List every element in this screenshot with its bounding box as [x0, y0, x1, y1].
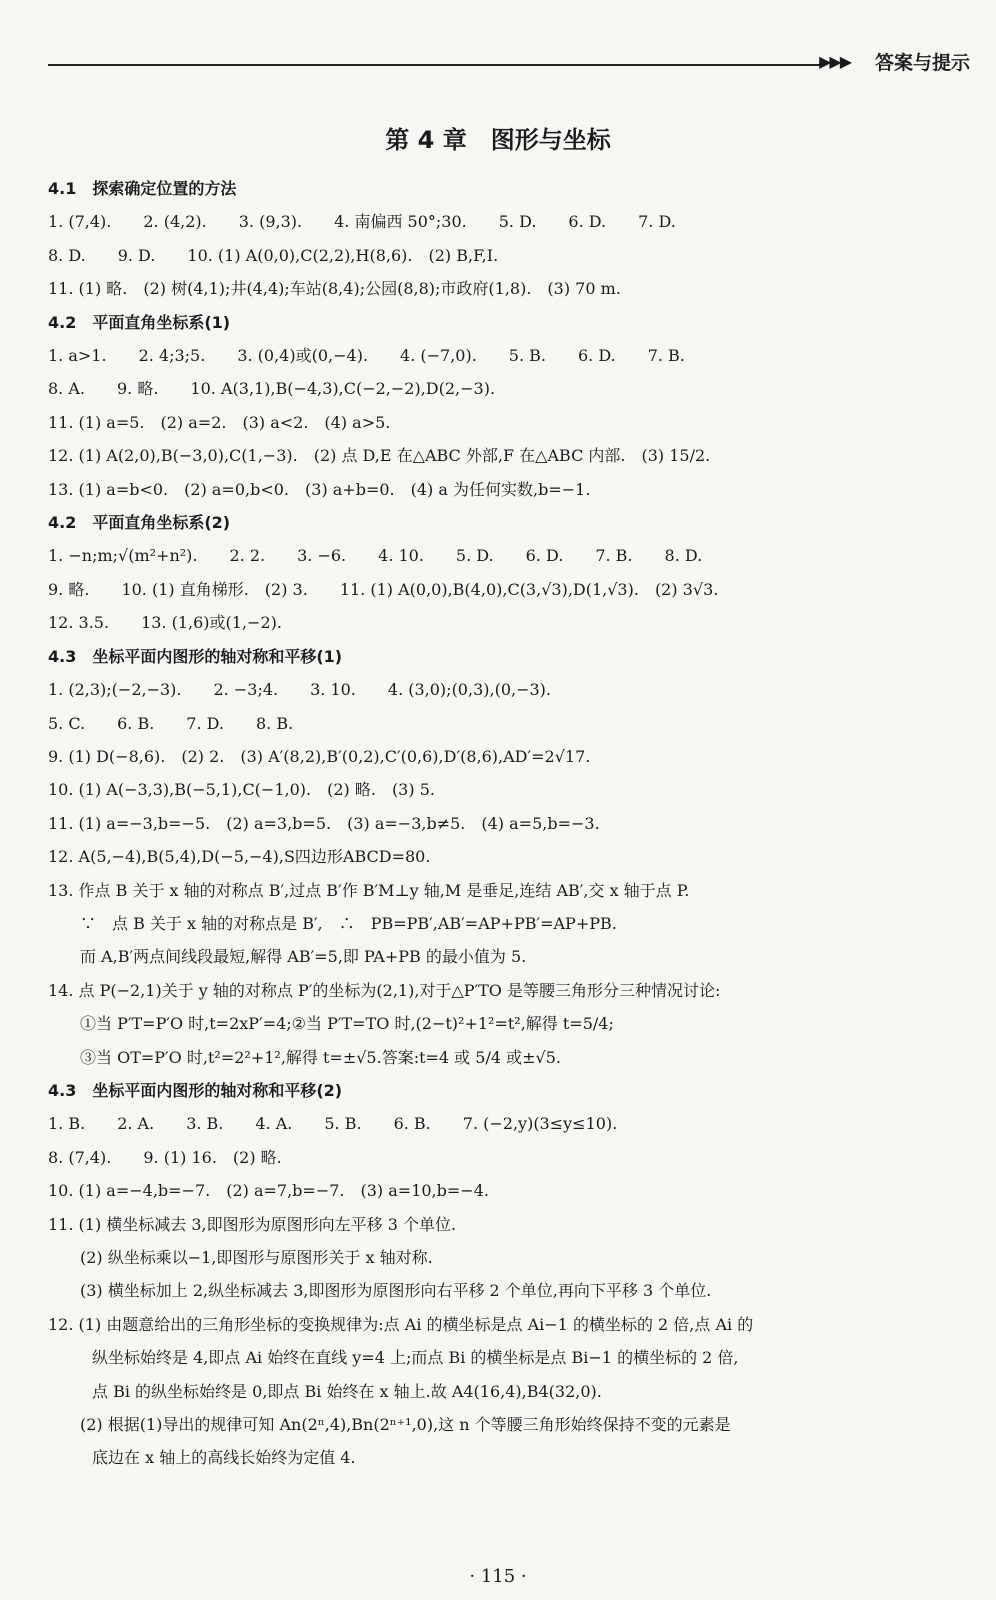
answer-line: 1. a>1. 2. 4;3;5. 3. (0,4)或(0,−4). 4. (−7,0). 5. B. 6. D. 7. B.: [48, 346, 685, 366]
section-title: 4.3 坐标平面内图形的轴对称和平移(2): [48, 1080, 343, 1100]
answer-line: 8. A. 9. 略. 10. A(3,1),B(−4,3),C(−2,−2),D(2,−3).: [48, 379, 496, 399]
arrow-icons: ▶▶▶: [819, 52, 850, 71]
answer-line: 8. D. 9. D. 10. (1) A(0,0),C(2,2),H(8,6). (2) B,F,I.: [48, 245, 499, 265]
answer-content: [48, 172, 970, 1475]
answer-line: 11. (1) a=5. (2) a=2. (3) a<2. (4) a>5.: [48, 412, 391, 432]
answer-line: 13. (1) a=b<0. (2) a=0,b<0. (3) a+b=0. (4) a 为任何实数,b=−1.: [48, 479, 591, 499]
running-header: [48, 40, 970, 74]
answer-line: 而 A,B′两点间线段最短,解得 AB′=5,即 PA+PB 的最小值为 5.: [80, 947, 527, 967]
section-title: 4.2 平面直角坐标系(2): [48, 513, 231, 533]
header-rule: [48, 64, 820, 66]
answer-line: 点 Bi 的纵坐标始终是 0,即点 Bi 始终在 x 轴上.故 A4(16,4),B4(32,0).: [92, 1381, 602, 1401]
answer-line: 10. (1) A(−3,3),B(−5,1),C(−1,0). (2) 略. (3) 5.: [48, 780, 435, 800]
answer-line: (3) 横坐标加上 2,纵坐标减去 3,即图形为原图形向右平移 2 个单位,再向下平移 3 个单位.: [80, 1281, 712, 1301]
answer-line: 底边在 x 轴上的高线长始终为定值 4.: [92, 1448, 356, 1468]
answer-line: 12. (1) A(2,0),B(−3,0),C(1,−3). (2) 点 D,E 在△ABC 外部,F 在△ABC 内部. (3) 15/2.: [48, 446, 711, 466]
answer-line: 5. C. 6. B. 7. D. 8. B.: [48, 713, 294, 733]
answer-line: 8. (7,4). 9. (1) 16. (2) 略.: [48, 1147, 282, 1167]
answer-line: 12. (1) 由题意给出的三角形坐标的变换规律为:点 Ai 的横坐标是点 Ai−1 的横坐标的 2 倍,点 Ai 的: [48, 1314, 754, 1334]
answer-line: ③当 OT=P′O 时,t²=2²+1²,解得 t=±√5.答案:t=4 或 5/4 或±√5.: [80, 1047, 561, 1067]
answer-line: ∵ 点 B 关于 x 轴的对称点是 B′, ∴ PB=PB′,AB′=AP+PB′=AP+PB.: [80, 913, 617, 933]
answer-line: 1. B. 2. A. 3. B. 4. A. 5. B. 6. B. 7. (−2,y)(3≤y≤10).: [48, 1114, 618, 1134]
answer-line: ①当 P′T=P′O 时,t=2xP′=4;②当 P′T=TO 时,(2−t)²+1²=t²,解得 t=5/4;: [80, 1014, 614, 1034]
header-label: 答案与提示: [874, 52, 970, 74]
answer-line: 12. 3.5. 13. (1,6)或(1,−2).: [48, 613, 282, 633]
page-number: · 115 ·: [469, 1566, 527, 1587]
section-title: 4.3 坐标平面内图形的轴对称和平移(1): [48, 646, 343, 666]
answer-line: 11. (1) a=−3,b=−5. (2) a=3,b=5. (3) a=−3,b≠5. (4) a=5,b=−3.: [48, 813, 600, 833]
answer-line: (2) 纵坐标乘以−1,即图形与原图形关于 x 轴对称.: [80, 1248, 433, 1267]
answer-line: 1. (7,4). 2. (4,2). 3. (9,3). 4. 南偏西 50°;30. 5. D. 6. D. 7. D.: [48, 212, 676, 232]
answer-line: 纵坐标始终是 4,即点 Ai 始终在直线 y=4 上;而点 Bi 的横坐标是点 Bi−1 的横坐标的 2 倍,: [92, 1348, 739, 1368]
answer-line: 13. 作点 B 关于 x 轴的对称点 B′,过点 B′作 B′M⊥y 轴,M 是垂足,连结 AB′,交 x 轴于点 P.: [48, 880, 690, 900]
answer-line: 1. (2,3);(−2,−3). 2. −3;4. 3. 10. 4. (3,0);(0,3),(0,−3).: [48, 680, 552, 700]
answer-line: 14. 点 P(−2,1)关于 y 轴的对称点 P′的坐标为(2,1),对于△P′TO 是等腰三角形分三种情况讨论:: [48, 980, 721, 1000]
answer-line: 9. 略. 10. (1) 直角梯形. (2) 3. 11. (1) A(0,0),B(4,0),C(3,√3),D(1,√3). (2) 3√3.: [48, 579, 719, 599]
answer-line: 1. −n;m;√(m²+n²). 2. 2. 3. −6. 4. 10. 5. D. 6. D. 7. B. 8. D.: [48, 546, 703, 566]
answer-line: 9. (1) D(−8,6). (2) 2. (3) A′(8,2),B′(0,2),C′(0,6),D′(8,6),AD′=2√17.: [48, 746, 591, 766]
section-title: 4.2 平面直角坐标系(1): [48, 312, 231, 332]
chapter-title: 第 4 章 图形与坐标: [385, 126, 611, 154]
answer-line: 11. (1) 横坐标减去 3,即图形为原图形向左平移 3 个单位.: [48, 1214, 457, 1234]
answer-line: 12. A(5,−4),B(5,4),D(−5,−4),S四边形ABCD=80.: [48, 847, 431, 867]
section-title: 4.1 探索确定位置的方法: [48, 179, 237, 198]
answer-line: 10. (1) a=−4,b=−7. (2) a=7,b=−7. (3) a=10,b=−4.: [48, 1181, 489, 1201]
answer-line: 11. (1) 略. (2) 树(4,1);井(4,4);车站(8,4);公园(8,8);市政府(1,8). (3) 70 m.: [48, 279, 621, 299]
answer-line: (2) 根据(1)导出的规律可知 An(2ⁿ,4),Bn(2ⁿ⁺¹,0),这 n 个等腰三角形始终保持不变的元素是: [80, 1415, 731, 1435]
